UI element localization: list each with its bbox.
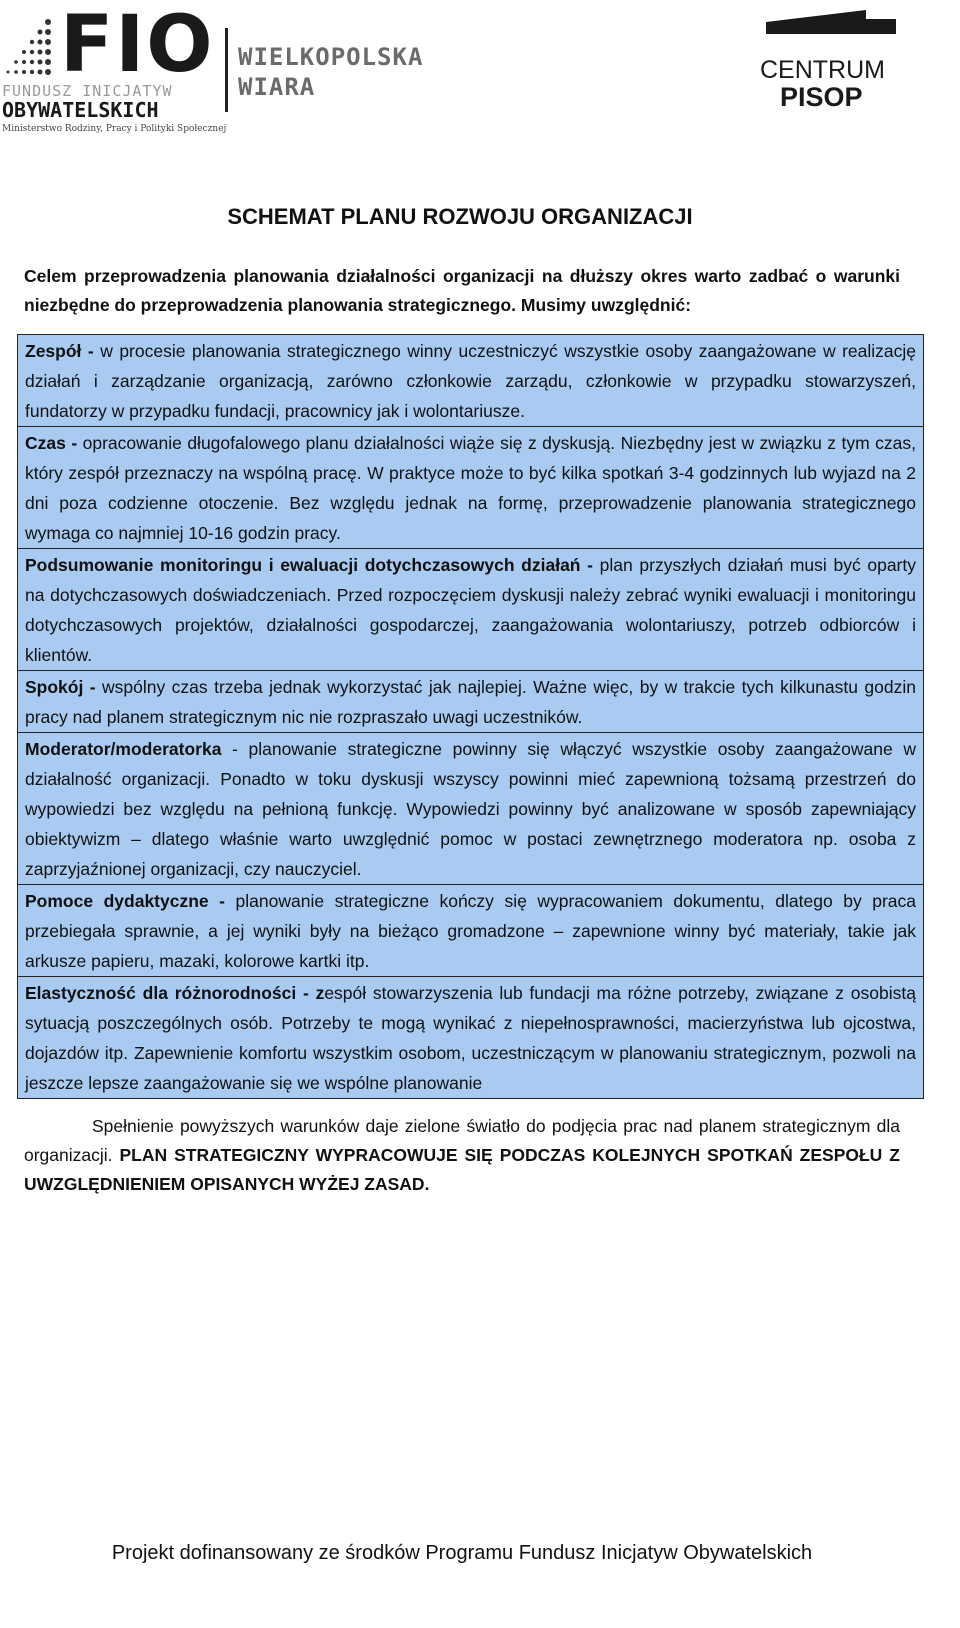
condition-text: w procesie planowania strategicznego winny uczestniczyć wszystkie osoby zaangażowane w realizację działań i zarządzanie organizacją, zarówno członkowie zarządu, członkowie w przypadku stowarzyszeń, fundatorzy w przypadku fundacji, pracownicy jak i wolontariusze. <box>25 341 916 421</box>
closing-bold-text: PLAN STRATEGICZNY WYPRACOWUJE SIĘ PODCZAS KOLEJNYCH SPOTKAŃ ZESPOŁU Z UWZGLĘDNIENIEM OPISANYCH WYŻEJ ZASAD. <box>24 1145 900 1194</box>
condition-text: espół stowarzyszenia lub fundacji ma różne potrzeby, związane z osobistą sytuacją poszczególnych osób. Potrzeby te mogą wynikać z niepełnosprawności, macierzyństwa lub ojcostwa, dojazdów itp. Zapewnienie komfortu wszystkim osobom, uczestniczącym w planowaniu strategicznym, pozwoli na jeszcze lepsze zaangażowanie się we wspólne planowanie <box>25 983 916 1093</box>
conditions-box <box>17 334 924 1099</box>
condition-text: wspólny czas trzeba jednak wykorzystać jak najlepiej. Ważne więc, by w trakcie tych kilkunastu godzin pracy nad planem strategicznym nic nie rozpraszało uwagi uczestników. <box>25 677 916 727</box>
condition-item <box>18 549 923 671</box>
wielkopolska-wiara-logo <box>238 42 423 102</box>
condition-item <box>18 885 923 977</box>
condition-term: Moderator/moderatorka <box>25 739 222 759</box>
fio-ministry-text: Ministerstwo Rodziny, Pracy i Polityki Społecznej <box>2 124 227 134</box>
condition-text: opracowanie długofalowego planu działalności wiąże się z dyskusją. Niezbędny jest w związku z tym czas, który zespół przeznaczy na wspólną pracę. W praktyce może to być kilka spotkań 3-4 godzinnych lub wyjazd na 2 dni poza codzienne otoczenie. Bez względu jednak na formę, przeprowadzenie planowania strategicznego wymaga co najmniej 10-16 godzin pracy. <box>25 433 916 543</box>
fio-logo <box>0 0 227 136</box>
condition-term: Podsumowanie monitoringu i ewaluacji dotychczasowych działań - <box>25 555 593 575</box>
closing-text: Spełnienie powyższych warunków daje zielone światło do podjęcia prac nad planem strategicznym dla organizacji. <box>24 1116 900 1165</box>
pisop-centrum-text: CENTRUM <box>760 56 885 84</box>
centrum-pisop-logo <box>758 10 898 110</box>
condition-term: Elastyczność dla różnorodności - z <box>25 983 325 1003</box>
pisop-name-text: PISOP <box>780 82 863 112</box>
logo-divider <box>225 28 228 112</box>
condition-item <box>18 733 923 885</box>
fio-dots-graphic <box>2 18 54 82</box>
fio-logo-line2: OBYWATELSKICH <box>2 98 159 122</box>
page-title: SCHEMAT PLANU ROZWOJU ORGANIZACJI <box>227 204 693 229</box>
fio-logo-text: FIO <box>60 0 215 90</box>
condition-item <box>18 427 923 549</box>
closing-paragraph <box>24 1112 900 1199</box>
wielkopolska-text: WIELKOPOLSKA <box>238 43 424 71</box>
intro-paragraph: Celem przeprowadzenia planowania działalności organizacji na dłuższy okres warto zadbać o warunki niezbędne do przeprowadzenia planowania strategicznego. Musimy uwzględnić: <box>24 266 900 315</box>
condition-text: plan przyszłych działań musi być oparty na dotychczasowych doświadczeniach. Przed rozpoczęciem dyskusji należy zebrać wyniki ewaluacji i monitoringu dotychczasowych projektów, działalności gospodarczej, zaangażowania wolontariuszy, potrzeb odbiorców i klientów. <box>25 555 916 665</box>
funding-footer: Projekt dofinansowany ze środków Programu Fundusz Inicjatyw Obywatelskich <box>111 1542 813 1564</box>
wiara-text: WIARA <box>238 73 316 101</box>
condition-term: Pomoce dydaktyczne - <box>25 891 225 911</box>
condition-text: - planowanie strategiczne powinny się włączyć wszystkie osoby zaangażowane w działalność organizacji. Ponadto w toku dyskusji wszyscy powinni mieć zapewnioną tożsamą przestrzeń do wypowiedzi bez względu na pełnioną funkcję. Wypowiedzi powinny być analizowane w sposób zapewniający obiektywizm – dlatego właśnie warto uwzględnić pomoc w postaci zewnętrznego moderatora np. osoba z zaprzyjaźnionej organizacji, czy nauczyciel. <box>25 739 916 879</box>
pisop-bar-graphic <box>766 10 898 46</box>
condition-term: Czas - <box>25 433 78 453</box>
fio-logo-line1: FUNDUSZ INICJATYW <box>2 82 173 100</box>
condition-term: Zespół - <box>25 341 94 361</box>
condition-text: planowanie strategiczne kończy się wypracowaniem dokumentu, dlatego by praca przebiegała sprawnie, a jej wyniki były na bieżąco gromadzone – zapewnione winny być materiały, takie jak arkusze papieru, mazaki, kolorowe kartki itp. <box>25 891 917 971</box>
condition-item <box>18 977 923 1098</box>
condition-term: Spokój - <box>25 677 96 697</box>
condition-item <box>18 335 923 427</box>
condition-item <box>18 671 923 733</box>
